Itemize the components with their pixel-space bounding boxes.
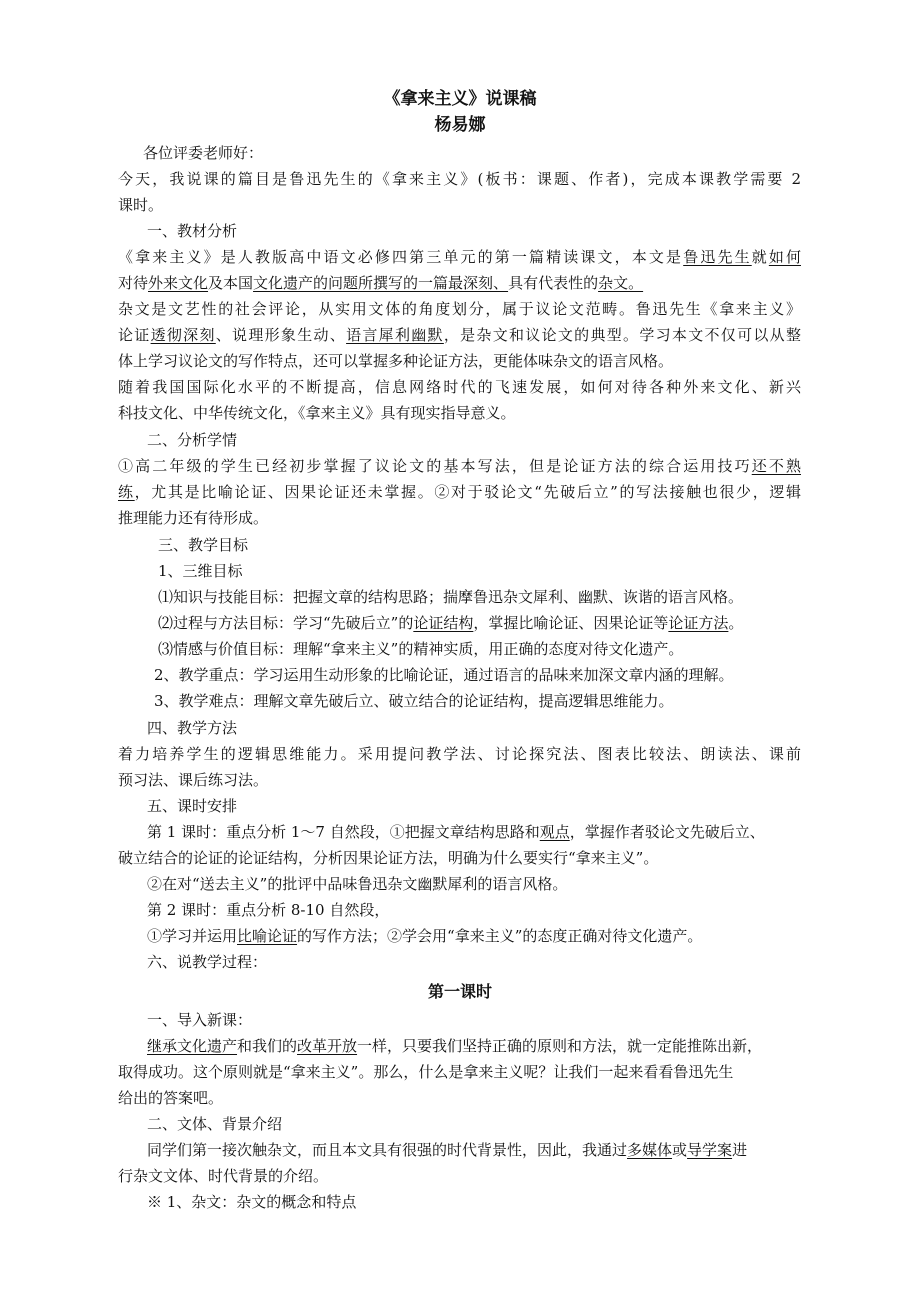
- textbook-p1-line2: 对待外来文化及本国文化遗产的问题所撰写的一篇最深刻、具有代表性的杂文。: [118, 274, 644, 292]
- genre-background-line2: 行杂文文体、时代背景的介绍。: [118, 1167, 329, 1185]
- document-title: 《拿来主义》说课稿: [383, 89, 537, 109]
- textbook-p2-line3: 体上学习议论文的写作特点，还可以掌握多种论证方法，更能体味杂文的语言风格。: [118, 352, 674, 370]
- section-heading-methods: 四、教学方法: [147, 719, 238, 737]
- students-line3: 推理能力还有待形成。: [118, 509, 269, 527]
- section-heading-goals: 三、教学目标: [158, 536, 249, 554]
- teaching-difficulty: 3、教学难点：理解文章先破后立、破立结合的论证结构，提高逻辑思维能力。: [154, 692, 674, 710]
- goal-process: ⑵过程与方法目标：学习“先破后立”的论证结构，掌握比喻论证、因果论证等论证方法。: [158, 614, 744, 632]
- greeting: 各位评委老师好：: [143, 144, 264, 162]
- intro-new-lesson-line1: 继承文化遗产和我们的改革开放一样，只要我们坚持正确的原则和方法，就一定能推陈出新，: [147, 1037, 763, 1055]
- textbook-p2-line2: 论证透彻深刻、说理形象生动、语言犀利幽默，是杂文和议论文的典型。学习本文不仅可以从整: [118, 326, 801, 344]
- students-line2: 练，尤其是比喻论证、因果论证还未掌握。②对于驳论文“先破后立”的写法接触也很少，逻辑: [118, 483, 801, 501]
- schedule-line4: 第 2 课时：重点分析 8-10 自然段，: [147, 901, 390, 919]
- intro-line-2: 课时。: [118, 196, 164, 214]
- students-line1: ①高二年级的学生已经初步掌握了议论文的基本写法，但是论证方法的综合运用技巧还不熟: [118, 457, 801, 475]
- teaching-key-point: 2、教学重点：学习运用生动形象的比喻论证，通过语言的品味来加深文章内涵的理解。: [154, 666, 734, 684]
- intro-new-lesson-heading: 一、导入新课：: [147, 1011, 253, 1029]
- schedule-line5: ①学习并运用比喻论证的写作方法；②学会用“拿来主义”的态度正确对待文化遗产。: [147, 927, 703, 945]
- textbook-p1-line1: 《拿来主义》是人教版高中语文必修四第三单元的第一篇精读课文，本文是鲁迅先生就如何: [118, 248, 801, 266]
- textbook-p2-line1: 杂文是文艺性的社会评论，从实用文体的角度划分，属于议论文范畴。鲁迅先生《拿来主义》: [118, 300, 801, 318]
- methods-line1: 着力培养学生的逻辑思维能力。采用提问教学法、讨论探究法、图表比较法、朗读法、课前: [118, 745, 801, 763]
- author-name: 杨易娜: [434, 115, 486, 135]
- lesson-heading: 第一课时: [427, 982, 492, 1001]
- section-heading-process: 六、说教学过程：: [147, 953, 268, 971]
- intro-new-lesson-line2: 取得成功。这个原则就是“拿来主义”。那么，什么是拿来主义呢？让我们一起来看看鲁迅先生: [118, 1063, 734, 1081]
- section-heading-textbook: 一、教材分析: [147, 222, 238, 240]
- intro-line-1: 今天，我说课的篇目是鲁迅先生的《拿来主义》(板书：课题、作者)，完成本课教学需要 2: [118, 170, 801, 188]
- goals-subheading: 1、三维目标: [158, 562, 243, 580]
- genre-background-heading: 二、文体、背景介绍: [147, 1115, 283, 1133]
- schedule-line2: 破立结合的论证的论证结构，分析因果论证方法，明确为什么要实行“拿来主义”。: [118, 849, 659, 867]
- intro-new-lesson-line3: 给出的答案吧。: [118, 1089, 224, 1107]
- methods-line2: 预习法、课后练习法。: [118, 771, 269, 789]
- genre-background-line1: 同学们第一接次触杂文，而且本文具有很强的时代背景性，因此，我通过多媒体或导学案进: [147, 1141, 748, 1159]
- section-heading-students: 二、分析学情: [147, 431, 238, 449]
- section-heading-schedule: 五、课时安排: [147, 797, 238, 815]
- schedule-line3: ②在对“送去主义”的批评中品味鲁迅杂文幽默犀利的语言风格。: [147, 875, 568, 893]
- textbook-p3-line2: 科技文化、中华传统文化，《拿来主义》具有现实指导意义。: [118, 404, 516, 422]
- goal-knowledge: ⑴知识与技能目标：把握文章的结构思路；揣摩鲁迅杂文犀利、幽默、诙谐的语言风格。: [158, 588, 744, 606]
- zawen-item: ※ 1、杂文：杂文的概念和特点: [147, 1193, 357, 1211]
- schedule-line1: 第 1 课时：重点分析 1～7 自然段，①把握文章结构思路和观点，掌握作者驳论文先破后立、: [147, 823, 765, 841]
- goal-emotion: ⑶情感与价值目标：理解“拿来主义”的精神实质，用正确的态度对待文化遗产。: [158, 640, 684, 658]
- textbook-p3-line1: 随着我国国际化水平的不断提高，信息网络时代的飞速发展，如何对待各种外来文化、新兴: [118, 378, 801, 396]
